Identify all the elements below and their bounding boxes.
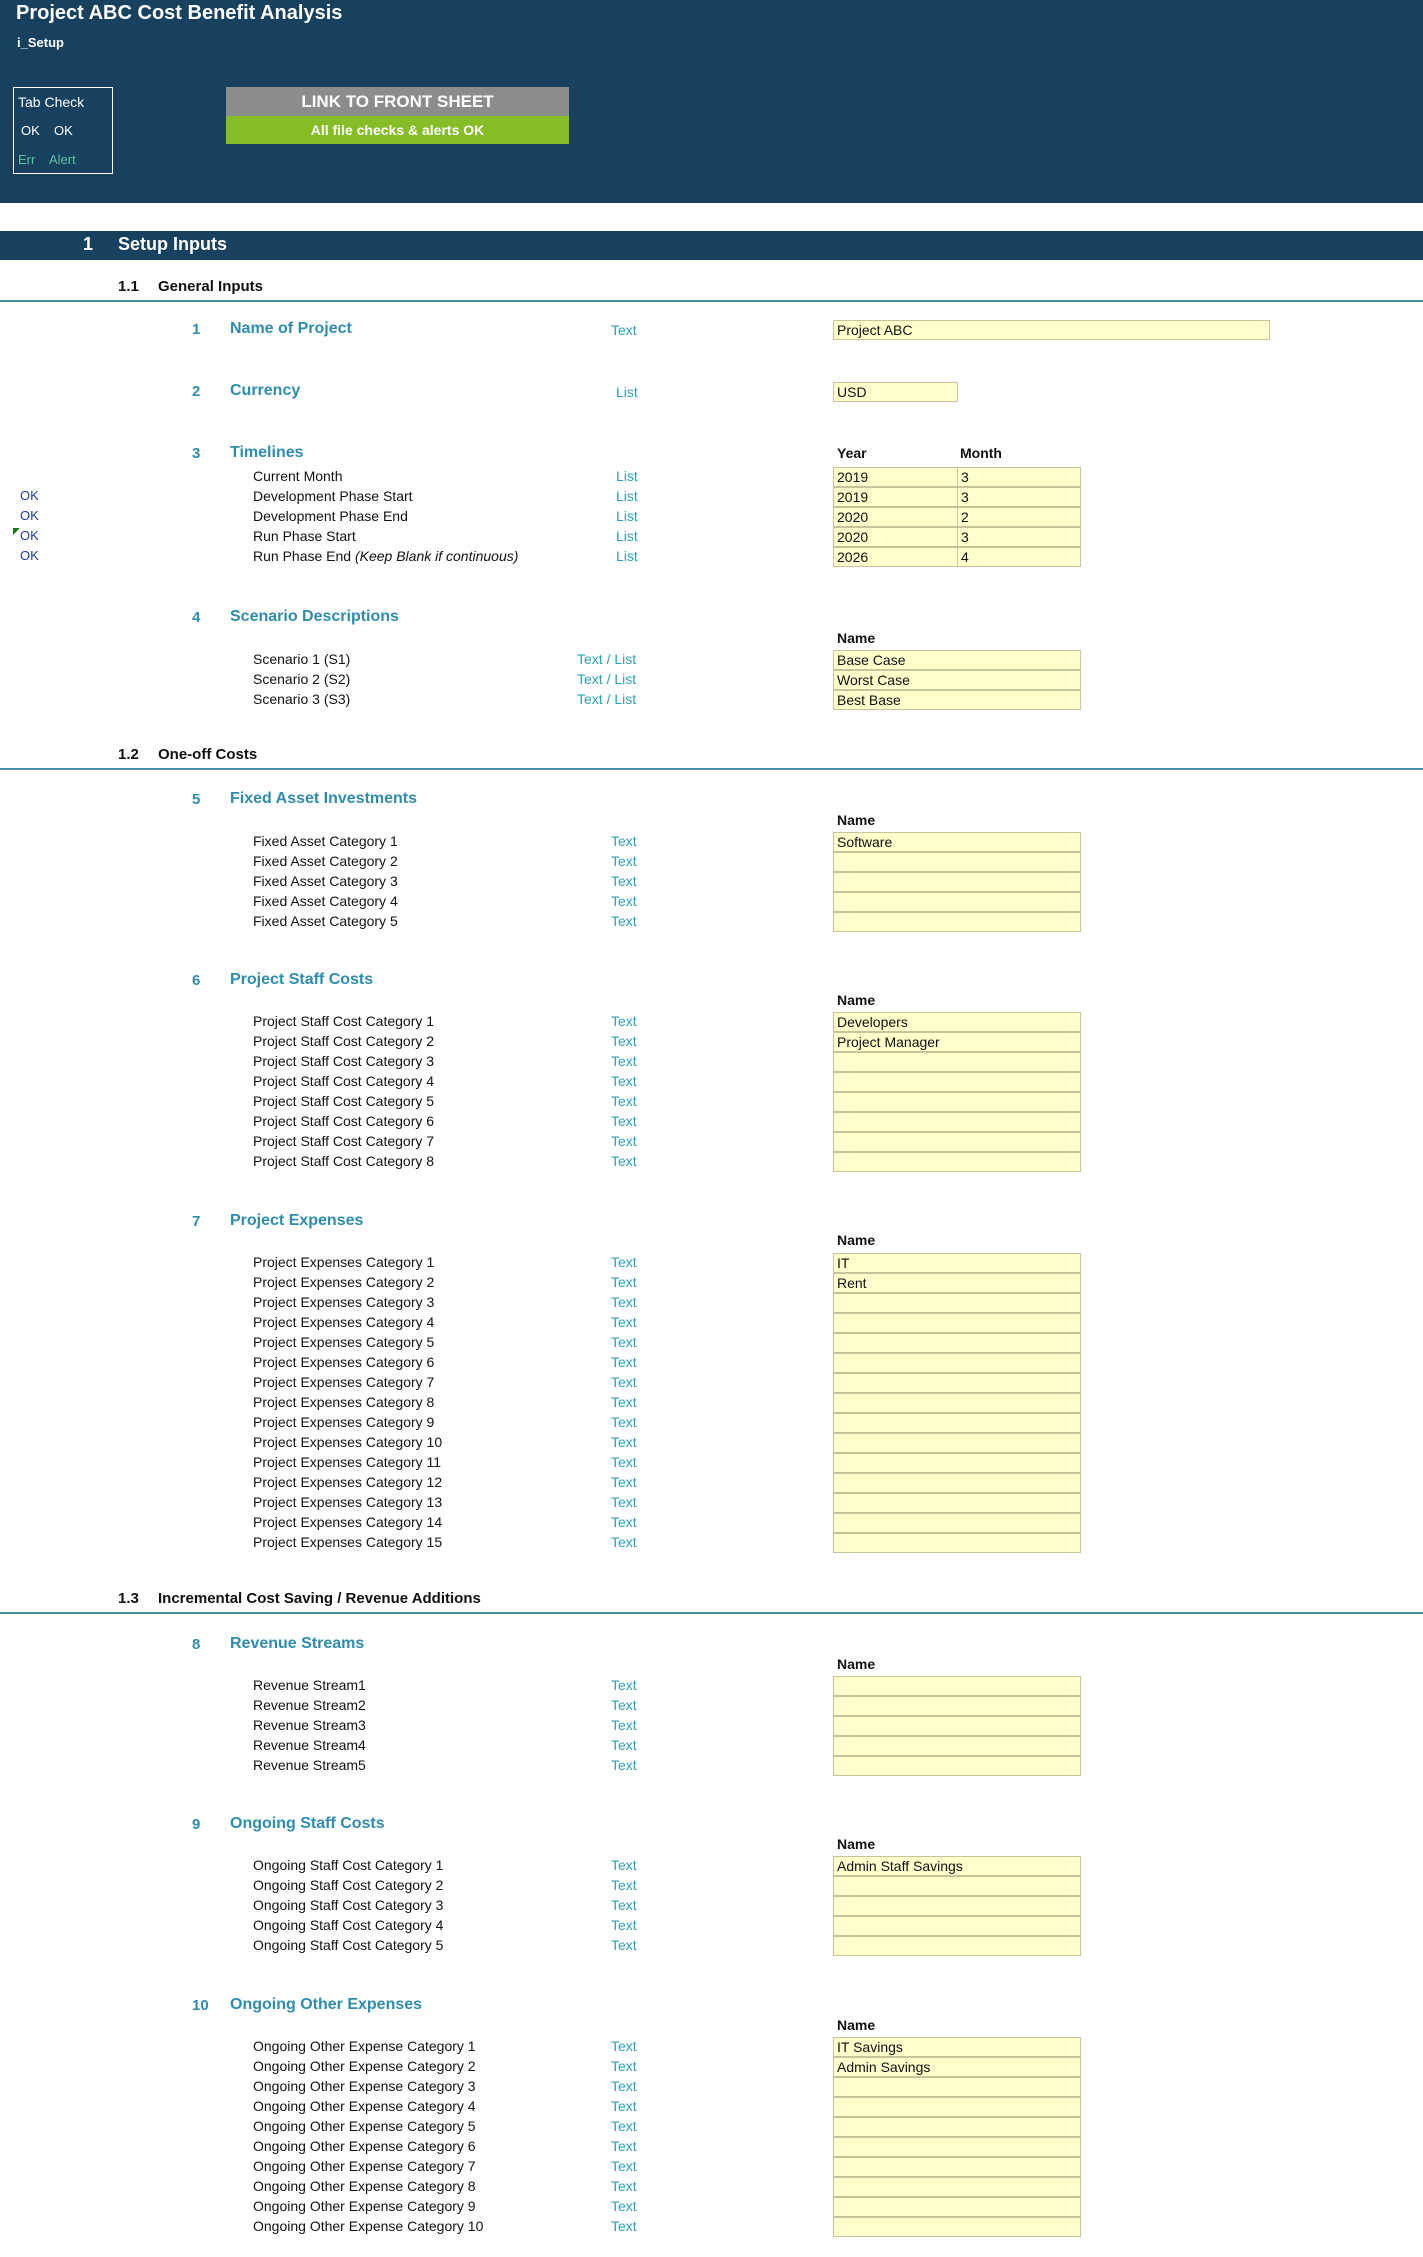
month-input[interactable]: 3: [957, 527, 1081, 547]
input-type-label: Text: [611, 1073, 637, 1089]
name-input[interactable]: Rent: [833, 1273, 1081, 1293]
input-type-label: Text: [611, 1917, 637, 1933]
input-type-label: Text: [611, 1494, 637, 1510]
comment-indicator: [13, 528, 20, 535]
item-title: Currency: [230, 382, 301, 399]
row-label: Project Staff Cost Category 4: [253, 1073, 435, 1089]
input-type-label: Text: [611, 893, 637, 909]
input-type-label: Text: [611, 1354, 637, 1370]
column-header-name: Name: [837, 2017, 876, 2033]
row-label: Project Expenses Category 13: [253, 1494, 443, 1510]
name-input[interactable]: [833, 1112, 1081, 1132]
row-label: Fixed Asset Category 2: [253, 853, 398, 869]
row-label: Project Expenses Category 3: [253, 1294, 435, 1310]
name-input[interactable]: [833, 1696, 1081, 1716]
name-input[interactable]: [833, 1092, 1081, 1112]
column-header-name: Name: [837, 630, 876, 646]
row-label: Fixed Asset Category 1: [253, 833, 398, 849]
row-label: Fixed Asset Category 3: [253, 873, 398, 889]
row-label: Ongoing Staff Cost Category 2: [253, 1877, 444, 1893]
name-input[interactable]: [833, 2117, 1081, 2137]
item-number: 9: [192, 1816, 201, 1833]
subsection-number: 1.1: [118, 278, 139, 295]
section-header: [0, 231, 1423, 260]
item-number: 8: [192, 1636, 201, 1653]
name-input[interactable]: [833, 2197, 1081, 2217]
item-title: Project Staff Costs: [230, 971, 374, 988]
row-label: Project Staff Cost Category 3: [253, 1053, 435, 1069]
name-input[interactable]: [833, 1916, 1081, 1936]
column-header-year: Year: [837, 445, 867, 461]
input-type-label: Text: [611, 1013, 637, 1029]
name-input[interactable]: [833, 912, 1081, 932]
tab-check-err-label: Err: [18, 152, 36, 167]
row-label: Project Staff Cost Category 7: [253, 1133, 435, 1149]
name-input[interactable]: [833, 1072, 1081, 1092]
item-title: Ongoing Other Expenses: [230, 1996, 423, 2013]
input-type-label: Text: [611, 1254, 637, 1270]
input-type-label: Text: [611, 2118, 637, 2134]
row-label: Ongoing Other Expense Category 8: [253, 2178, 476, 2194]
subsection-header: [0, 278, 1423, 302]
name-input[interactable]: [833, 1936, 1081, 1956]
row-label: Ongoing Other Expense Category 4: [253, 2098, 476, 2114]
name-input[interactable]: Software: [833, 832, 1081, 852]
item-title: Fixed Asset Investments: [230, 790, 418, 807]
name-input[interactable]: [833, 1473, 1081, 1493]
row-label: Project Staff Cost Category 6: [253, 1113, 435, 1129]
name-input[interactable]: [833, 1716, 1081, 1736]
month-input[interactable]: 4: [957, 547, 1081, 567]
name-input[interactable]: Admin Savings: [833, 2057, 1081, 2077]
name-input[interactable]: Admin Staff Savings: [833, 1856, 1081, 1876]
name-input[interactable]: [833, 1513, 1081, 1533]
row-label: Project Expenses Category 7: [253, 1374, 435, 1390]
item-number: 3: [192, 445, 201, 462]
input-type-label: Text: [611, 1757, 637, 1773]
input-type-label: Text: [611, 1677, 637, 1693]
row-label: Ongoing Other Expense Category 6: [253, 2138, 476, 2154]
input-type-label: Text: [611, 1474, 637, 1490]
subsection-title: General Inputs: [158, 278, 264, 295]
row-label: Project Expenses Category 4: [253, 1314, 435, 1330]
input-type-label: Text: [611, 1434, 637, 1450]
row-label: Project Expenses Category 8: [253, 1394, 435, 1410]
column-header-month: Month: [960, 445, 1002, 461]
input-type-label: Text / List: [577, 691, 637, 707]
input-type-label: Text: [611, 913, 637, 929]
row-label-text: Development Phase End: [253, 508, 408, 524]
name-input[interactable]: [833, 892, 1081, 912]
column-header-name: Name: [837, 1232, 876, 1248]
row-label: Project Expenses Category 14: [253, 1514, 443, 1530]
row-label: Revenue Stream3: [253, 1717, 366, 1733]
section-number: 1: [83, 234, 94, 254]
name-input[interactable]: [833, 1676, 1081, 1696]
input-type-label: Text: [611, 2058, 637, 2074]
column-header-name: Name: [837, 992, 876, 1008]
name-input[interactable]: [833, 1353, 1081, 1373]
name-input[interactable]: [833, 2137, 1081, 2157]
input-type-label: Text: [611, 853, 637, 869]
input-type-label: Text: [611, 873, 637, 889]
row-label: [253, 547, 518, 565]
row-label: Revenue Stream2: [253, 1697, 366, 1713]
input-type-label: Text: [611, 1897, 637, 1913]
name-input[interactable]: Project Manager: [833, 1032, 1081, 1052]
row-label-text: Development Phase Start: [253, 488, 413, 504]
item-number: 1: [192, 321, 201, 338]
row-label: [253, 507, 408, 525]
column-header-name: Name: [837, 1656, 876, 1672]
row-label: [253, 527, 356, 545]
input-type-label: List: [616, 468, 638, 484]
row-label: Scenario 2 (S2): [253, 671, 351, 687]
row-label: Revenue Stream1: [253, 1677, 366, 1693]
name-input[interactable]: [833, 1293, 1081, 1313]
currency-select[interactable]: USD: [833, 382, 958, 402]
item-number: 2: [192, 383, 201, 400]
subsection-title: Incremental Cost Saving / Revenue Additions: [158, 1590, 481, 1607]
subsection-header: [0, 1590, 1423, 1614]
input-type-label: Text / List: [577, 671, 637, 687]
section-title: Setup Inputs: [118, 234, 227, 254]
timeline-check-status: OK: [20, 548, 39, 563]
row-label: Project Expenses Category 12: [253, 1474, 443, 1490]
name-input[interactable]: [833, 1333, 1081, 1353]
row-label: Project Expenses Category 15: [253, 1534, 443, 1550]
name-input[interactable]: Base Case: [833, 650, 1081, 670]
subsection-title: One-off Costs: [158, 746, 258, 763]
column-header-name: Name: [837, 1836, 876, 1852]
input-type-label: Text: [611, 1314, 637, 1330]
row-label: Project Staff Cost Category 5: [253, 1093, 435, 1109]
name-input[interactable]: Best Base: [833, 690, 1081, 710]
tab-check-box: [13, 87, 113, 174]
row-label: Project Expenses Category 5: [253, 1334, 435, 1350]
name-input[interactable]: [833, 1313, 1081, 1333]
name-input[interactable]: [833, 1736, 1081, 1756]
input-type-label: Text / List: [577, 651, 637, 667]
file-checks-status: All file checks & alerts OK: [226, 116, 569, 144]
input-type-label: Text: [611, 1857, 637, 1873]
input-type-label: Text: [611, 1534, 637, 1550]
tab-check-ok: OK: [54, 123, 73, 138]
row-label: Project Staff Cost Category 2: [253, 1033, 435, 1049]
input-type-label: List: [616, 508, 638, 524]
page-title: Project ABC Cost Benefit Analysis: [16, 2, 343, 24]
row-label: Revenue Stream4: [253, 1737, 366, 1753]
name-input[interactable]: [833, 2157, 1081, 2177]
project-name-input[interactable]: Project ABC: [833, 320, 1270, 340]
subsection-header: [0, 746, 1423, 770]
input-type-label: Text: [611, 1394, 637, 1410]
input-type-label: Text: [611, 1053, 637, 1069]
item-title: Name of Project: [230, 320, 352, 337]
input-type-label: Text: [611, 1033, 637, 1049]
name-input[interactable]: Developers: [833, 1012, 1081, 1032]
row-label: Ongoing Other Expense Category 10: [253, 2218, 484, 2234]
item-title: Revenue Streams: [230, 1635, 365, 1652]
input-type-label: List: [616, 488, 638, 504]
year-input[interactable]: 2019: [833, 487, 958, 507]
item-number: 10: [192, 1997, 209, 2014]
input-type-label: Text: [611, 1937, 637, 1953]
input-type-label: Text: [611, 2138, 637, 2154]
item-title: Ongoing Staff Costs: [230, 1815, 385, 1832]
row-label: Ongoing Other Expense Category 1: [253, 2038, 476, 2054]
row-label: [253, 487, 413, 505]
name-input[interactable]: [833, 1896, 1081, 1916]
row-label: Ongoing Staff Cost Category 5: [253, 1937, 444, 1953]
input-type-label: Text: [611, 1514, 637, 1530]
row-label: Scenario 1 (S1): [253, 651, 351, 667]
input-type-label: Text: [611, 2218, 637, 2234]
timeline-check-status: OK: [20, 488, 39, 503]
item-number: 4: [192, 609, 201, 626]
input-type-label: Text: [611, 1133, 637, 1149]
input-type-label: Text: [611, 2178, 637, 2194]
input-type-label: Text: [611, 2038, 637, 2054]
row-label: Ongoing Staff Cost Category 4: [253, 1917, 444, 1933]
row-label-text: Run Phase End: [253, 548, 352, 564]
tab-check-title: Tab Check: [18, 94, 85, 110]
input-type-label: Text: [611, 833, 637, 849]
row-label: Ongoing Other Expense Category 5: [253, 2118, 476, 2134]
input-type-label: Text: [611, 2078, 637, 2094]
sheet-name: i_Setup: [17, 35, 64, 50]
input-type-label: List: [616, 528, 638, 544]
name-input[interactable]: [833, 1533, 1081, 1553]
subsection-number: 1.2: [118, 746, 139, 763]
row-label: Project Staff Cost Category 8: [253, 1153, 435, 1169]
name-input[interactable]: [833, 2177, 1081, 2197]
month-input[interactable]: 3: [957, 467, 1081, 487]
name-input[interactable]: [833, 1413, 1081, 1433]
input-type-label: Text: [611, 1414, 637, 1430]
row-label: [253, 467, 342, 485]
input-type-label: Text: [611, 322, 637, 338]
input-type-label: Text: [611, 1153, 637, 1169]
item-title: Project Expenses: [230, 1212, 364, 1229]
input-type-label: Text: [611, 1113, 637, 1129]
year-input[interactable]: 2019: [833, 467, 958, 487]
row-label: Scenario 3 (S3): [253, 691, 351, 707]
row-label: Ongoing Other Expense Category 7: [253, 2158, 476, 2174]
year-input[interactable]: 2020: [833, 527, 958, 547]
name-input[interactable]: [833, 1373, 1081, 1393]
name-input[interactable]: [833, 2097, 1081, 2117]
row-label: Ongoing Staff Cost Category 1: [253, 1857, 444, 1873]
row-label: Fixed Asset Category 4: [253, 893, 398, 909]
month-input[interactable]: 3: [957, 487, 1081, 507]
name-input[interactable]: [833, 1876, 1081, 1896]
name-input[interactable]: [833, 1453, 1081, 1473]
input-type-label: Text: [611, 1294, 637, 1310]
header-banner: [0, 0, 1423, 203]
name-input[interactable]: [833, 1132, 1081, 1152]
input-type-label: Text: [611, 1093, 637, 1109]
row-label-note: (Keep Blank if continuous): [354, 548, 519, 564]
row-label: Project Expenses Category 1: [253, 1254, 435, 1270]
subsection-number: 1.3: [118, 1590, 139, 1607]
input-type-label: Text: [611, 1697, 637, 1713]
input-type-label: Text: [611, 1737, 637, 1753]
row-label: Fixed Asset Category 5: [253, 913, 398, 929]
input-type-label: List: [616, 548, 638, 564]
name-input[interactable]: IT: [833, 1253, 1081, 1273]
input-type-label: Text: [611, 2198, 637, 2214]
name-input[interactable]: [833, 1393, 1081, 1413]
item-number: 6: [192, 972, 201, 989]
timeline-check-status: OK: [20, 528, 39, 543]
item-title: Scenario Descriptions: [230, 608, 399, 625]
name-input[interactable]: [833, 1152, 1081, 1172]
input-type-label: List: [616, 384, 638, 400]
tab-check-alert-label: Alert: [49, 152, 76, 167]
row-label: Ongoing Other Expense Category 9: [253, 2198, 476, 2214]
name-input[interactable]: [833, 1493, 1081, 1513]
item-title: Timelines: [230, 444, 304, 461]
year-input[interactable]: 2026: [833, 547, 958, 567]
row-label: Ongoing Staff Cost Category 3: [253, 1897, 444, 1913]
input-type-label: Text: [611, 1334, 637, 1350]
row-label: Project Expenses Category 2: [253, 1274, 435, 1290]
input-type-label: Text: [611, 1374, 637, 1390]
name-input[interactable]: Worst Case: [833, 670, 1081, 690]
name-input[interactable]: [833, 2217, 1081, 2237]
name-input[interactable]: IT Savings: [833, 2037, 1081, 2057]
row-label: Project Expenses Category 11: [253, 1454, 442, 1470]
row-label: Project Expenses Category 9: [253, 1414, 435, 1430]
name-input[interactable]: [833, 1052, 1081, 1072]
name-input[interactable]: [833, 852, 1081, 872]
link-to-front-sheet-button[interactable]: LINK TO FRONT SHEET: [226, 87, 569, 116]
item-number: 7: [192, 1213, 201, 1230]
row-label-text: Current Month: [253, 468, 343, 484]
row-label: Revenue Stream5: [253, 1757, 366, 1773]
row-label-text: Run Phase Start: [253, 528, 356, 544]
column-header-name: Name: [837, 812, 876, 828]
name-input[interactable]: [833, 1433, 1081, 1453]
month-input[interactable]: 2: [957, 507, 1081, 527]
name-input[interactable]: [833, 1756, 1081, 1776]
name-input[interactable]: [833, 872, 1081, 892]
row-label: Project Expenses Category 6: [253, 1354, 435, 1370]
input-type-label: Text: [611, 1274, 637, 1290]
input-type-label: Text: [611, 1454, 637, 1470]
input-type-label: Text: [611, 2098, 637, 2114]
timeline-check-status: OK: [20, 508, 39, 523]
input-type-label: Text: [611, 1717, 637, 1733]
row-label: Ongoing Other Expense Category 3: [253, 2078, 476, 2094]
item-number: 5: [192, 791, 201, 808]
row-label: Project Staff Cost Category 1: [253, 1013, 435, 1029]
row-label: Project Expenses Category 10: [253, 1434, 443, 1450]
input-type-label: Text: [611, 2158, 637, 2174]
year-input[interactable]: 2020: [833, 507, 958, 527]
name-input[interactable]: [833, 2077, 1081, 2097]
row-label: Ongoing Other Expense Category 2: [253, 2058, 476, 2074]
tab-check-ok: OK: [21, 123, 40, 138]
input-type-label: Text: [611, 1877, 637, 1893]
